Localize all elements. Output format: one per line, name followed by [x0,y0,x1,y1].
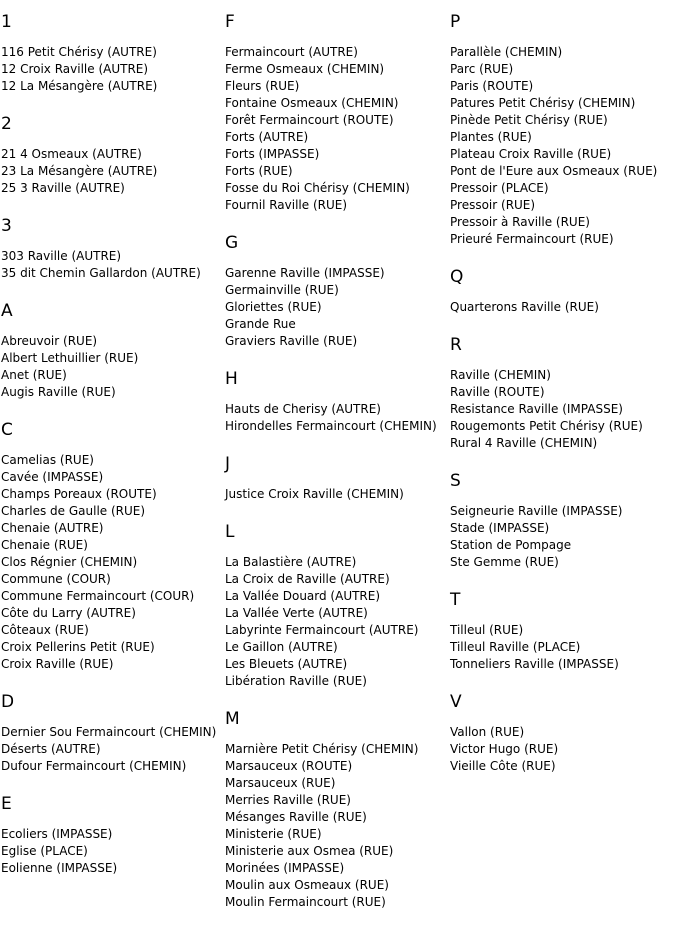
letter-heading: L [225,522,235,542]
street-entry: Ministerie (RUE) [225,827,322,841]
street-entry: La Croix de Raville (AUTRE) [225,572,390,586]
letter-heading: F [225,12,235,32]
street-entry: Quarterons Raville (RUE) [450,300,599,314]
street-entry: Eolienne (IMPASSE) [1,861,118,875]
street-entry: Pont de l'Eure aux Osmeaux (RUE) [450,164,658,178]
letter-heading: S [450,471,461,491]
street-entry: Rougemonts Petit Chérisy (RUE) [450,419,643,433]
street-list [225,44,450,214]
street-entry: Dernier Sou Fermaincourt (CHEMIN) [1,725,217,739]
letter-heading: C [1,420,13,440]
letter-group [450,590,674,673]
street-entry: Vieille Côte (RUE) [450,759,556,773]
street-entry: Ferme Osmeaux (CHEMIN) [225,62,385,76]
street-entry: 12 La Mésangère (AUTRE) [1,79,158,93]
street-entry: Fontaine Osmeaux (CHEMIN) [225,96,399,110]
street-entry: Croix Raville (RUE) [1,657,114,671]
street-entry: Déserts (AUTRE) [1,742,101,756]
street-entry: Anet (RUE) [1,368,67,382]
street-entry: Grande Rue [225,317,296,331]
street-entry: Resistance Raville (IMPASSE) [450,402,623,416]
street-entry: Pressoir à Raville (RUE) [450,215,590,229]
street-entry: Parallèle (CHEMIN) [450,45,563,59]
letter-group [225,454,450,503]
street-entry: Tonneliers Raville (IMPASSE) [450,657,619,671]
street-list [1,44,223,95]
street-entry: Gloriettes (RUE) [225,300,322,314]
street-list [1,333,223,401]
street-entry: Raville (CHEMIN) [450,368,551,382]
street-entry: Ste Gemme (RUE) [450,555,559,569]
street-list [225,554,450,690]
street-entry: Côteaux (RUE) [1,623,89,637]
street-entry: Graviers Raville (RUE) [225,334,358,348]
street-entry: Croix Pellerins Petit (RUE) [1,640,155,654]
street-entry: Fermaincourt (AUTRE) [225,45,358,59]
letter-heading: P [450,12,461,32]
street-index-column-1 [1,12,223,896]
street-entry: Dufour Fermaincourt (CHEMIN) [1,759,187,773]
street-entry: Forts (RUE) [225,164,293,178]
street-entry: Prieuré Fermaincourt (RUE) [450,232,614,246]
street-entry: Le Gaillon (AUTRE) [225,640,338,654]
letter-group [1,794,223,877]
street-entry: 21 4 Osmeaux (AUTRE) [1,147,142,161]
letter-group [1,114,223,197]
street-entry: Ministerie aux Osmea (RUE) [225,844,394,858]
street-entry: 303 Raville (AUTRE) [1,249,122,263]
street-entry: Labyrinte Fermaincourt (AUTRE) [225,623,419,637]
street-entry: Charles de Gaulle (RUE) [1,504,146,518]
street-entry: 23 La Mésangère (AUTRE) [1,164,158,178]
street-entry: Cavée (IMPASSE) [1,470,104,484]
street-entry: Raville (ROUTE) [450,385,545,399]
street-list [1,452,223,673]
street-entry: Fournil Raville (RUE) [225,198,348,212]
street-list [225,486,450,503]
letter-group [1,301,223,401]
letter-heading: T [450,590,461,610]
street-list [450,367,674,452]
street-entry: Albert Lethuillier (RUE) [1,351,139,365]
street-entry: Germainville (RUE) [225,283,339,297]
letter-heading: M [225,709,240,729]
letter-group [1,12,223,95]
letter-group [450,12,674,248]
street-list [225,265,450,350]
letter-heading: 2 [1,114,12,134]
street-entry: Parc (RUE) [450,62,514,76]
letter-group [450,692,674,775]
letter-group [450,335,674,452]
street-entry: Marsauceux (ROUTE) [225,759,353,773]
street-entry: Hauts de Cherisy (AUTRE) [225,402,381,416]
street-entry: Victor Hugo (RUE) [450,742,559,756]
street-entry: Eglise (PLACE) [1,844,88,858]
street-entry: Pressoir (RUE) [450,198,536,212]
street-entry: Forts (AUTRE) [225,130,309,144]
letter-heading: D [1,692,15,712]
letter-heading: A [1,301,13,321]
letter-group [225,12,450,214]
letter-heading: Q [450,267,464,287]
letter-heading: J [225,454,231,474]
letter-heading: V [450,692,462,712]
street-entry: Patures Petit Chérisy (CHEMIN) [450,96,636,110]
letter-group [1,692,223,775]
street-entry: Moulin Fermaincourt (RUE) [225,895,386,909]
street-entry: Forêt Fermaincourt (ROUTE) [225,113,394,127]
street-entry: Commune (COUR) [1,572,111,586]
street-entry: La Balastière (AUTRE) [225,555,357,569]
street-entry: Commune Fermaincourt (COUR) [1,589,195,603]
street-entry: Vallon (RUE) [450,725,525,739]
street-entry: Plateau Croix Raville (RUE) [450,147,612,161]
street-entry: Chenaie (RUE) [1,538,88,552]
street-entry: Rural 4 Raville (CHEMIN) [450,436,598,450]
letter-group [225,522,450,690]
street-list [450,299,674,316]
street-entry: Les Bleuets (AUTRE) [225,657,348,671]
letter-group [225,369,450,435]
street-entry: Seigneurie Raville (IMPASSE) [450,504,623,518]
letter-heading: 3 [1,216,12,236]
street-entry: Moulin aux Osmeaux (RUE) [225,878,389,892]
street-entry: Stade (IMPASSE) [450,521,550,535]
street-list [450,503,674,571]
street-entry: Pinède Petit Chérisy (RUE) [450,113,608,127]
street-entry: 25 3 Raville (AUTRE) [1,181,125,195]
street-entry: 35 dit Chemin Gallardon (AUTRE) [1,266,201,280]
street-entry: Ecoliers (IMPASSE) [1,827,113,841]
street-entry: Tilleul Raville (PLACE) [450,640,581,654]
street-entry: Fosse du Roi Chérisy (CHEMIN) [225,181,410,195]
street-entry: 12 Croix Raville (AUTRE) [1,62,149,76]
letter-group [1,420,223,673]
street-index-column-3 [450,12,674,794]
street-entry: Chenaie (AUTRE) [1,521,104,535]
street-list [1,248,223,282]
street-entry: La Vallée Douard (AUTRE) [225,589,381,603]
letter-group [1,216,223,282]
street-entry: 116 Petit Chérisy (AUTRE) [1,45,157,59]
street-list [450,44,674,248]
letter-group [225,709,450,911]
street-list [225,401,450,435]
letter-group [450,471,674,571]
letter-heading: 1 [1,12,12,32]
street-entry: Champs Poreaux (ROUTE) [1,487,157,501]
street-entry: Merries Raville (RUE) [225,793,351,807]
street-entry: Station de Pompage [450,538,572,552]
street-list [1,146,223,197]
street-entry: Plantes (RUE) [450,130,532,144]
street-entry: Libération Raville (RUE) [225,674,367,688]
letter-group [450,267,674,316]
letter-heading: R [450,335,462,355]
street-list [450,622,674,673]
street-index-column-2 [225,12,450,930]
street-entry: Clos Régnier (CHEMIN) [1,555,138,569]
street-entry: Mésanges Raville (RUE) [225,810,367,824]
street-entry: Pressoir (PLACE) [450,181,549,195]
letter-heading: G [225,233,239,253]
street-list [450,724,674,775]
street-entry: Côte du Larry (AUTRE) [1,606,136,620]
letter-heading: E [1,794,12,814]
street-entry: Forts (IMPASSE) [225,147,320,161]
street-list [1,724,223,775]
street-entry: Fleurs (RUE) [225,79,300,93]
street-entry: Garenne Raville (IMPASSE) [225,266,385,280]
street-list [225,741,450,911]
street-entry: Marsauceux (RUE) [225,776,336,790]
letter-group [225,233,450,350]
street-entry: Augis Raville (RUE) [1,385,116,399]
street-entry: Abreuvoir (RUE) [1,334,98,348]
street-list [1,826,223,877]
street-entry: Morinées (IMPASSE) [225,861,345,875]
street-entry: Tilleul (RUE) [450,623,524,637]
letter-heading: H [225,369,238,389]
street-entry: La Vallée Verte (AUTRE) [225,606,368,620]
street-entry: Hirondelles Fermaincourt (CHEMIN) [225,419,437,433]
street-entry: Camelias (RUE) [1,453,94,467]
street-entry: Paris (ROUTE) [450,79,534,93]
street-entry: Marnière Petit Chérisy (CHEMIN) [225,742,419,756]
street-entry: Justice Croix Raville (CHEMIN) [225,487,404,501]
